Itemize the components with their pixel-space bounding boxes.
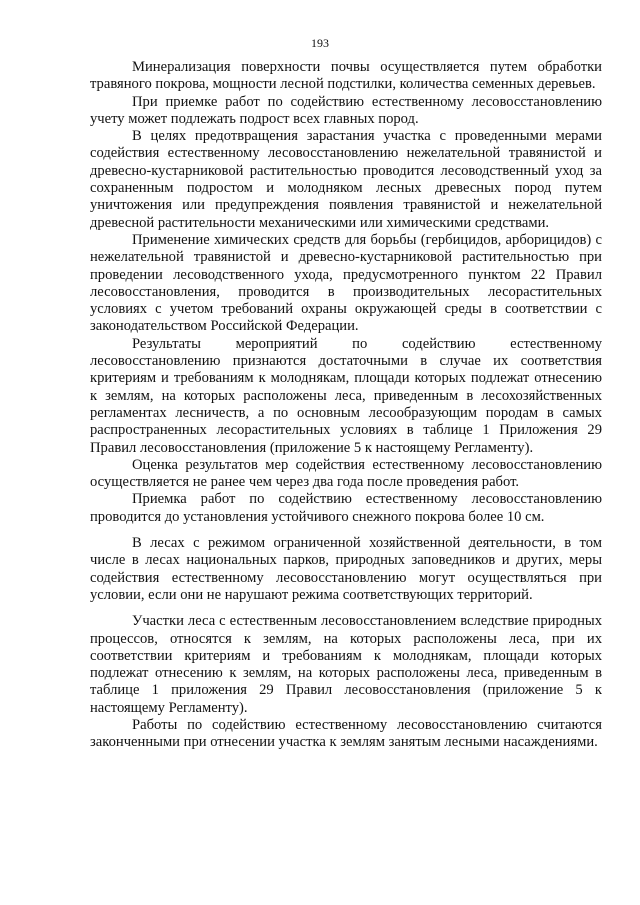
- paragraph-restricted-forests: В лесах с режимом ограниченной хозяйственной деятельности, в том числе в лесах национальных парков, природных заповедников и других, меры содействия естественному лесовосстановлению могут осуществляться при условии, если они не нарушают режима соответствующих территорий.: [90, 535, 602, 603]
- paragraph-results-assessment: Оценка результатов мер содействия естественному лесовосстановлению осуществляется не ранее чем через два года после проведения работ.: [90, 456, 602, 491]
- page-number: 193: [311, 36, 329, 50]
- paragraph-mineralization: Минерализация поверхности почвы осуществляется путем обработки травяного покрова, мощности лесной подстилки, количества семенных деревьев.: [90, 59, 602, 93]
- paragraph-completion: Работы по содействию естественному лесовосстановлению считаются законченными при отнесении участка к землям занятым лесными насаждениями.: [90, 716, 602, 751]
- paragraph-acceptance-undergrowth: При приемке работ по содействию естественному лесовосстановлению учету может подлежать подрост всех главных пород.: [90, 93, 602, 127]
- paragraph-overgrowth-prevention: В целях предотвращения зарастания участка с проведенными мерами содействия естественному лесовосстановлению нежелательной травянистой и древесно-кустарниковой растительностью проводится лесоводственный уход за сохраненным подростом и молодняком лесных древесных пород путем уничтожения или предупреждения появления травянистой и нежелательной древесной растительности механическими или химическими средствами.: [90, 128, 602, 231]
- paragraph-natural-regeneration: Участки леса с естественным лесовосстановлением вследствие природных процессов, относятся к землям, на которых расположены леса, при их соответствии критериям и требованиям к молоднякам, площади которых подлежат отнесению к землям, на которых расположены леса, приведенным в таблице 1 приложения 29 Правил лесовосстановления (приложение 5 к настоящему Регламенту).: [90, 613, 602, 716]
- paragraph-results-criteria: Результаты мероприятий по содействию естественному лесовосстановлению признаются достаточными в случае их соответствия критериям и требованиям к молоднякам, площади которых подлежат отнесению к землям, на которых расположены леса, приведенным в лесохозяйственных регламентах лесничеств, а по основным лесообразующим породам в самых распространенных лесорастительных условиях в таблице 1 Приложения 29 Правил лесовосстановления (приложение 5 к настоящему Регламенту).: [90, 335, 602, 456]
- body-text: [90, 59, 602, 752]
- paragraph-chemical-means: Применение химических средств для борьбы (гербицидов, арборицидов) с нежелательной травянистой и древесно-кустарниковой растительностью при проведении лесоводственного ухода, предусмотренного пунктом 22 Правил лесовосстановления, проводится в производительных лесорастительных условиях с учетом требований охраны окружающей среды в соответствии с законодательством Российской Федерации.: [90, 231, 602, 335]
- paragraph-acceptance-timing: Приемка работ по содействию естественному лесовосстановлению проводится до установления устойчивого снежного покрова более 10 см.: [90, 491, 602, 525]
